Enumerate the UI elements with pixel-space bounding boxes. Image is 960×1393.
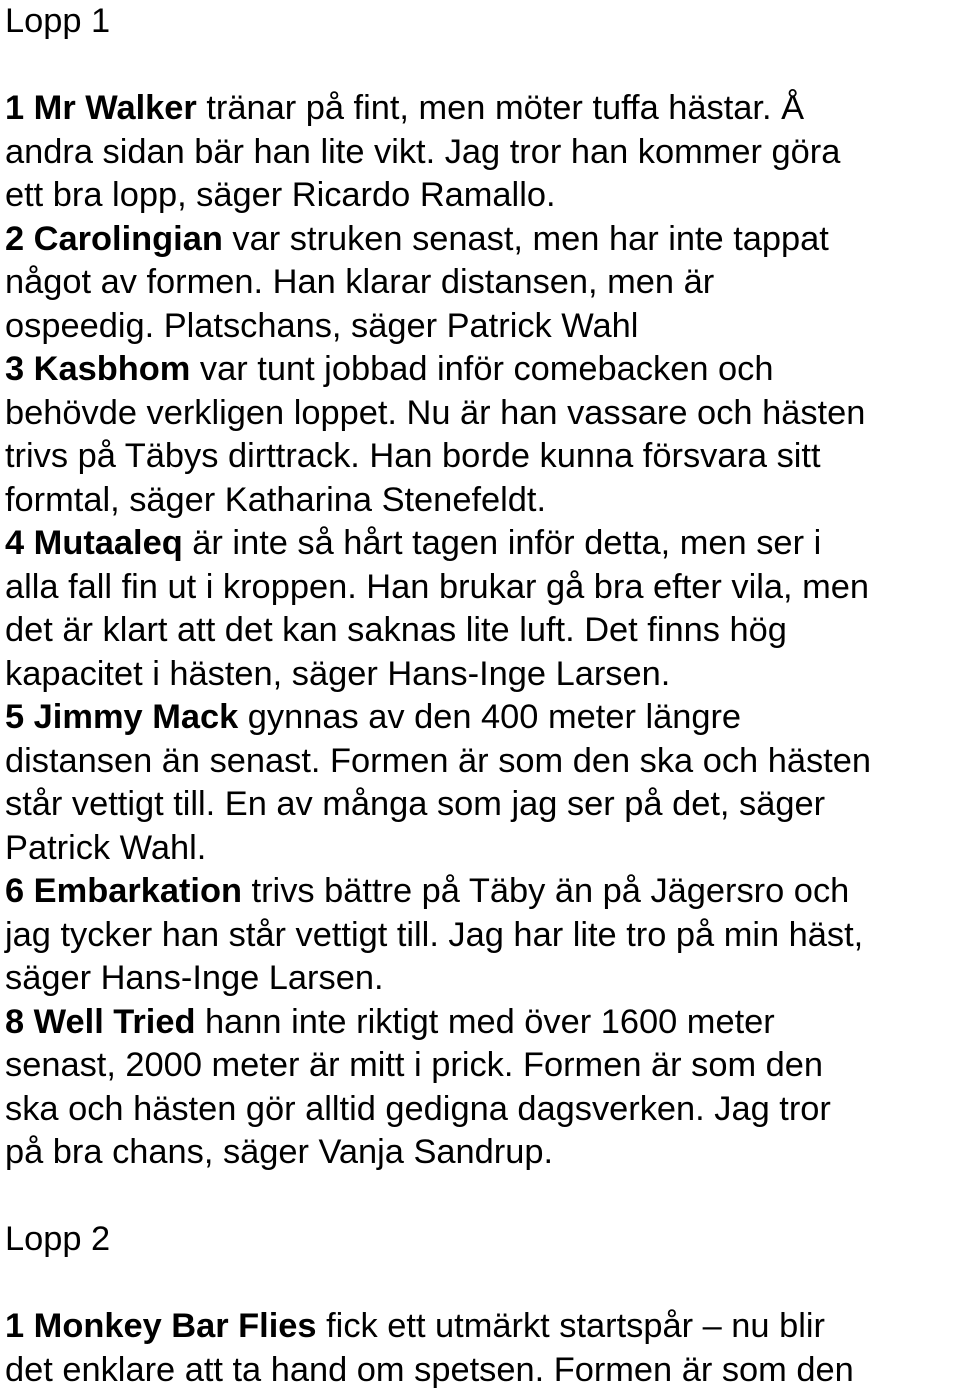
race-section-2 [5, 1218, 960, 1392]
comment-text: tränar på fint, men möter tuffa hästar. Å andra sidan bär han lite vikt. Jag tror han kommer göra ett bra lopp, säger Ricardo Ramallo. [5, 89, 841, 214]
horse-name: 4 Mutaaleq [5, 524, 183, 562]
horse-comment [5, 1305, 960, 1392]
comment-text: hann inte riktigt med över 1600 meter senast, 2000 meter är mitt i prick. Formen är som den ska och hästen gör alltid gedigna dagsverken. Jag tror på bra chans, säger Vanja Sandrup. [5, 1002, 831, 1171]
race-heading: Lopp 1 [5, 2, 111, 40]
comment-text: är inte så hårt tagen inför detta, men ser i alla fall fin ut i kroppen. Han brukar gå bra efter vila, men det är klart att det kan saknas lite luft. Det finns hög kapacitet i hästen, säger Hans-Inge Larsen. [5, 524, 870, 693]
horse-comment [5, 348, 960, 522]
document-page [5, 0, 960, 1392]
horse-name: 5 Jimmy Mack [5, 698, 239, 736]
horse-comment [5, 696, 960, 870]
horse-name: 3 Kasbhom [5, 350, 191, 388]
horse-name: 1 Mr Walker [5, 89, 197, 127]
horse-comment [5, 87, 960, 218]
spacer [5, 44, 960, 88]
race-section-1 [5, 0, 960, 1175]
race-heading: Lopp 2 [5, 1220, 111, 1258]
horse-name: 8 Well Tried [5, 1002, 196, 1041]
comment-text: var struken senast, men har inte tappat något av formen. Han klarar distansen, men är ospeedig. Platschans, säger Patrick Wahl [5, 219, 829, 345]
horse-comment [5, 218, 960, 349]
comment-text: var tunt jobbad inför comebacken och behövde verkligen loppet. Nu är han vassare och hästen trivs på Täbys dirttrack. Han borde kunna försvara sitt formtal, säger Katharina Stenefeldt. [5, 350, 866, 519]
spacer [5, 1175, 960, 1219]
comment-text: gynnas av den 400 meter längre distansen än senast. Formen är som den ska och hästen står vettigt till. En av många som jag ser på det, säger Patrick Wahl. [5, 698, 871, 867]
horse-comment [5, 870, 960, 1001]
comment-text: fick ett utmärkt startspår – nu blir det enklare att ta hand om spetsen. Formen är som den [5, 1307, 854, 1389]
horse-name: 1 Monkey Bar Flies [5, 1307, 317, 1345]
comment-text: trivs bättre på Täby än på Jägersro och jag tycker han står vettigt till. Jag har lite tro på min häst, säger Hans-Inge Larsen. [5, 872, 864, 997]
horse-comment [5, 1001, 960, 1175]
spacer [5, 1262, 960, 1306]
horse-comment [5, 522, 960, 696]
horse-name: 2 Carolingian [5, 219, 223, 258]
horse-name: 6 Embarkation [5, 872, 242, 910]
